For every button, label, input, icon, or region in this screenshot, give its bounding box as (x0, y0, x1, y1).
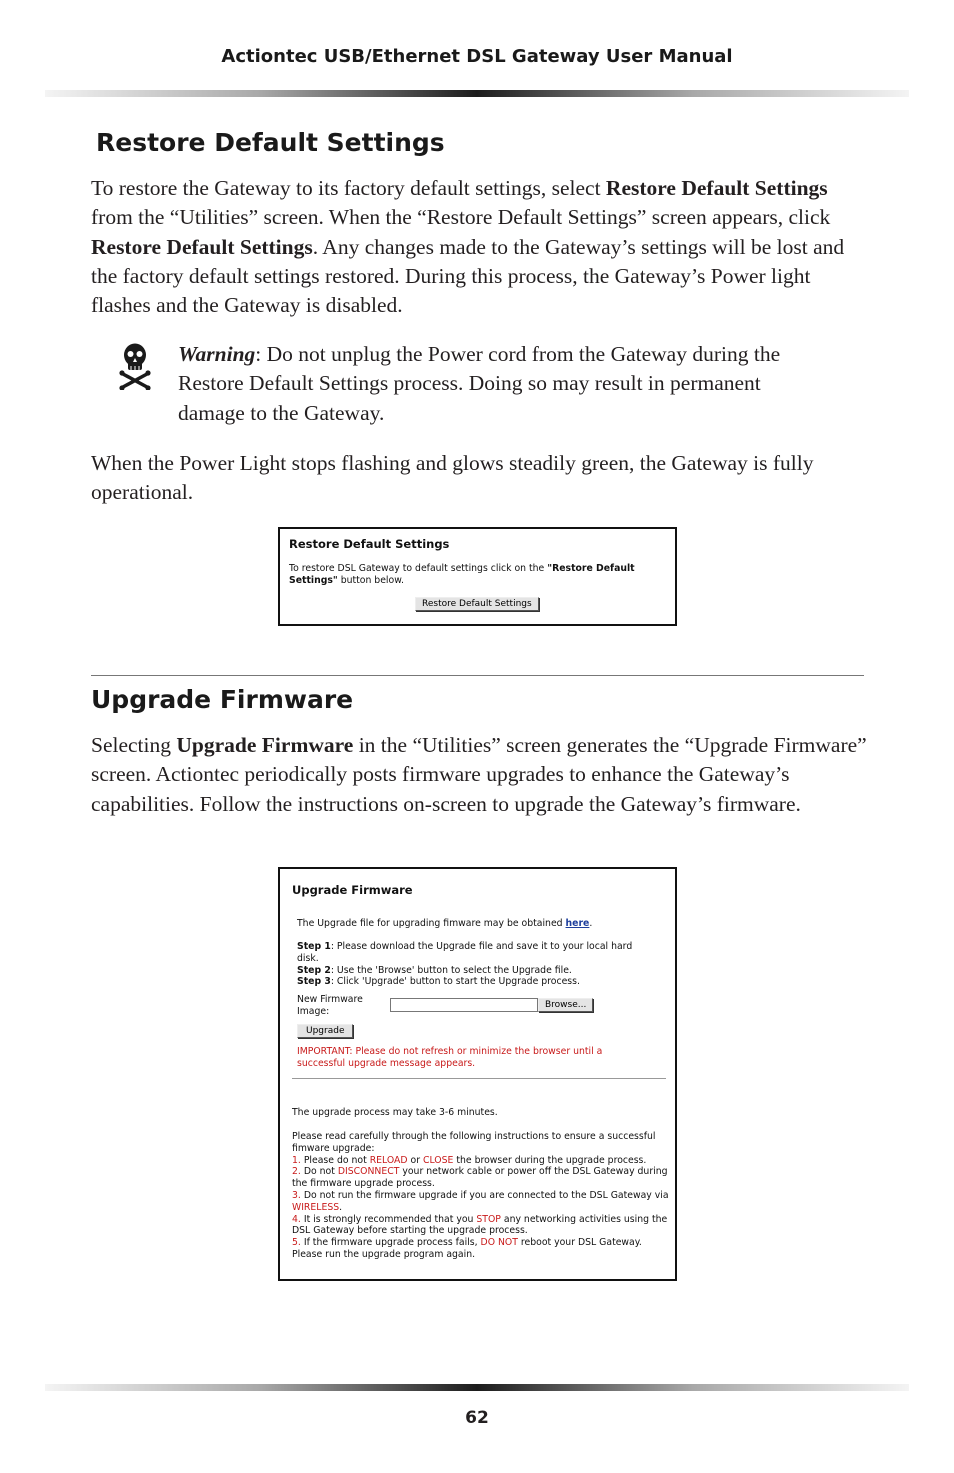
new-firmware-label: New Firmware Image: (297, 994, 363, 1017)
instruction-1: 1. Please do not RELOAD or CLOSE the browser during the upgrade process. (292, 1154, 647, 1166)
restore-screenshot-title: Restore Default Settings (289, 537, 450, 551)
upgrade-screenshot-title: Upgrade Firmware (292, 883, 413, 897)
upgrade-button[interactable]: Upgrade (297, 1024, 353, 1038)
upgrade-paragraph: Selecting Upgrade Firmware in the “Utilities” screen generates the “Upgrade Firmware” screen. Actiontec periodically posts firmware upgrades to enhance the Gateway’s capabilities. Follow the instructions on-screen to upgrade the Gateway’s firmware. (91, 733, 867, 816)
page-number: 62 (465, 1408, 489, 1428)
upgrade-intro-text: The Upgrade file for upgrading fimware may be obtained here. (297, 918, 593, 929)
upgrade-firmware-screenshot (278, 867, 677, 1281)
restore-status-paragraph: When the Power Light stops flashing and glows steadily green, the Gateway is fully operational. (91, 451, 814, 505)
upgrade-steps (297, 941, 652, 988)
skull-crossbones-icon (118, 342, 152, 390)
instruction-4: 4. It is strongly recommended that you STOP any networking activities using the DSL Gateway before starting the upgrade process. (292, 1213, 668, 1237)
footer-rule (45, 1384, 909, 1391)
upgrade-file-link[interactable]: here (565, 918, 590, 929)
header-rule (45, 90, 909, 97)
restore-heading: Restore Default Settings (96, 128, 445, 157)
firmware-file-input[interactable] (390, 998, 538, 1012)
upgrade-heading: Upgrade Firmware (91, 685, 354, 714)
step-2: Step 2: Use the 'Browse' button to select the Upgrade file. (297, 964, 572, 976)
step-1: Step 1: Please download the Upgrade file and save it to your local hard disk. (297, 941, 633, 964)
instruction-3: 3. Do not run the firmware upgrade if you are connected to the DSL Gateway via WIRELESS. (292, 1189, 669, 1213)
restore-screenshot-text: To restore DSL Gateway to default settings click on the "Restore Default Settings" button below. (289, 563, 635, 586)
important-notice: IMPORTANT: Please do not refresh or minimize the browser until a successful upgrade message appears. (297, 1046, 603, 1069)
manual-title: Actiontec USB/Ethernet DSL Gateway User Manual (221, 46, 733, 67)
upgrade-duration-text: The upgrade process may take 3-6 minutes. (292, 1107, 498, 1118)
restore-paragraph: To restore the Gateway to its factory default settings, select Restore Default Settings from the “Utilities” screen. When the “Restore Default Settings” screen appears, click Restore Default Settings. Any changes made to the Gateway’s settings will be lost and the factory default settings restored. During this process, the Gateway’s Power light flashes and the Gateway is disabled. (91, 176, 845, 318)
upgrade-divider (292, 1078, 666, 1079)
restore-default-settings-button[interactable]: Restore Default Settings (415, 597, 539, 611)
browse-button[interactable]: Browse... (538, 998, 593, 1012)
warning-note: Warning: Do not unplug the Power cord from the Gateway during the Restore Default Settings process. Doing so may result in permanent damage to the Gateway. (178, 342, 781, 425)
instruction-2: 2. Do not DISCONNECT your network cable or power off the DSL Gateway during the firmware upgrade process. (292, 1166, 668, 1190)
section-divider (91, 675, 864, 676)
step-3: Step 3: Click 'Upgrade' button to start the Upgrade process. (297, 976, 580, 988)
upgrade-instructions (292, 1131, 674, 1261)
instruction-5: 5. If the firmware upgrade process fails, DO NOT reboot your DSL Gateway. Please run the upgrade program again. (292, 1237, 642, 1260)
restore-settings-screenshot (278, 527, 677, 626)
instructions-intro: Please read carefully through the following instructions to ensure a successful fimware upgrade: (292, 1131, 656, 1154)
